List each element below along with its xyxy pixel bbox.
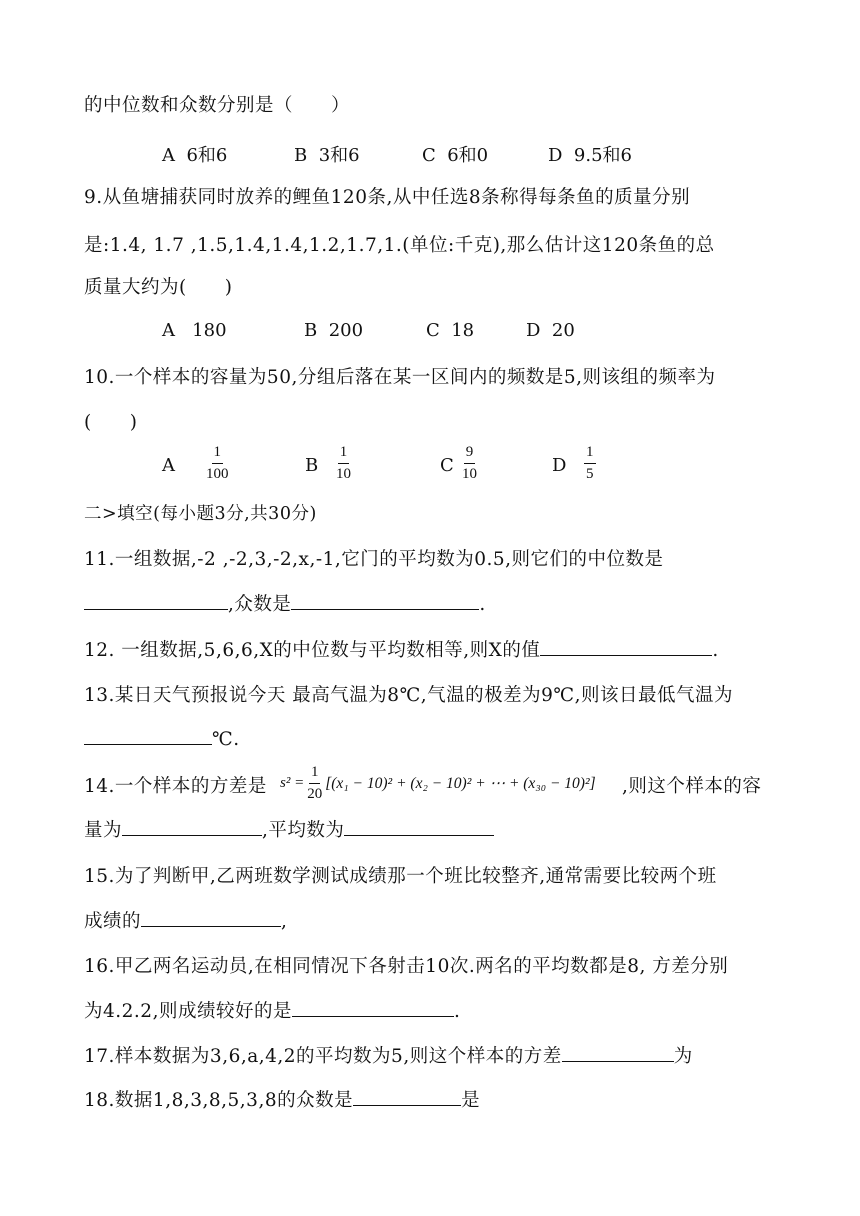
answer-blank[interactable] bbox=[540, 637, 712, 656]
q9-line3: 质量大约为( ) bbox=[84, 277, 233, 298]
answer-blank[interactable] bbox=[562, 1043, 674, 1062]
q15-line2: 成绩的 , bbox=[84, 907, 287, 933]
q8-option-d: D 9.5和6 bbox=[548, 145, 632, 166]
answer-blank[interactable] bbox=[84, 591, 228, 610]
q10-line2: ( ) bbox=[84, 412, 138, 433]
q9-line1: 9.从鱼塘捕获同时放养的鲤鱼120条,从中任选8条称得每条鱼的质量分别 bbox=[84, 187, 691, 208]
q8-stem-tail: 的中位数和众数分别是（ ） bbox=[84, 95, 351, 116]
answer-blank[interactable] bbox=[344, 817, 494, 836]
q12-line: 12. 一组数据,5,6,6,X的中位数与平均数相等,则X的值 . bbox=[84, 636, 719, 662]
q14-line1-start: 14.一个样本的方差是 bbox=[84, 776, 267, 797]
q8-option-b: B 3和6 bbox=[294, 145, 360, 166]
q17-line: 17.样本数据为3,6,a,4,2的平均数为5,则这个样本的方差 为 bbox=[84, 1042, 693, 1068]
q10-option-a-label: A bbox=[162, 455, 175, 476]
q11-line2: ,众数是 . bbox=[84, 590, 486, 616]
q8-option-c: C 6和0 bbox=[422, 145, 489, 166]
section-heading: 二>填空(每小题3分,共30分) bbox=[84, 504, 317, 524]
q13-line1: 13.某日天气预报说今天 最高气温为8℃,气温的极差为9℃,则该日最低气温为 bbox=[84, 685, 733, 706]
q16-line2: 为4.2.2,则成绩较好的是 . bbox=[84, 997, 460, 1023]
answer-blank[interactable] bbox=[122, 817, 262, 836]
variance-formula: s² = $\frac{1}{20}$ [(x₁ − 10)² + (x₂ − 10)² + ⋯ + (x₃₀ − 10)²] bbox=[280, 764, 596, 802]
formula-fraction: $\frac{1}{20}$ bbox=[307, 764, 323, 802]
answer-blank[interactable] bbox=[353, 1087, 461, 1106]
q10-option-c-fraction: $\frac{9}{10}$ bbox=[462, 444, 477, 482]
q11-line1: 11.一组数据,-2 ,-2,3,-2,x,-1,它门的平均数为0.5,则它们的中位数是 bbox=[84, 549, 664, 570]
q10-option-b-label: B bbox=[305, 455, 319, 476]
answer-blank[interactable] bbox=[292, 998, 454, 1017]
answer-blank[interactable] bbox=[291, 591, 479, 610]
q10-option-b-fraction: $\frac{1}{10}$ bbox=[336, 444, 351, 482]
answer-blank[interactable] bbox=[84, 726, 212, 745]
q9-option-d: D 20 bbox=[526, 320, 575, 341]
q13-line2: ℃. bbox=[84, 726, 240, 750]
q15-line1: 15.为了判断甲,乙两班数学测试成绩那一个班比较整齐,通常需要比较两个班 bbox=[84, 866, 717, 887]
q16-line1: 16.甲乙两名运动员,在相同情况下各射击10次.两名的平均数都是8, 方差分别 bbox=[84, 956, 729, 977]
q9-line2: 是:1.4, 1.7 ,1.5,1.4,1.4,1.2,1.7,1.(单位:千克),那么估计这120条鱼的总 bbox=[84, 235, 715, 256]
q10-option-d-label: D bbox=[552, 455, 567, 476]
q9-option-b: B 200 bbox=[304, 320, 364, 341]
q10-option-d-fraction: $\frac{1}{5}$ bbox=[586, 444, 594, 482]
q18-line: 18.数据1,8,3,8,5,3,8的众数是 是 bbox=[84, 1086, 480, 1112]
q9-option-a: A 180 bbox=[162, 320, 227, 341]
q10-option-a-fraction: $\frac{1}{100}$ bbox=[206, 444, 229, 482]
q10-option-c-label: C bbox=[440, 455, 454, 476]
q10-line1: 10.一个样本的容量为50,分组后落在某一区间内的频数是5,则该组的频率为 bbox=[84, 367, 716, 388]
answer-blank[interactable] bbox=[141, 908, 281, 927]
q14-line1-after: ,则这个样本的容 bbox=[622, 776, 762, 797]
q14-line2: 量为 ,平均数为 bbox=[84, 816, 494, 842]
q9-option-c: C 18 bbox=[426, 320, 475, 341]
q8-option-a: A 6和6 bbox=[162, 145, 228, 166]
